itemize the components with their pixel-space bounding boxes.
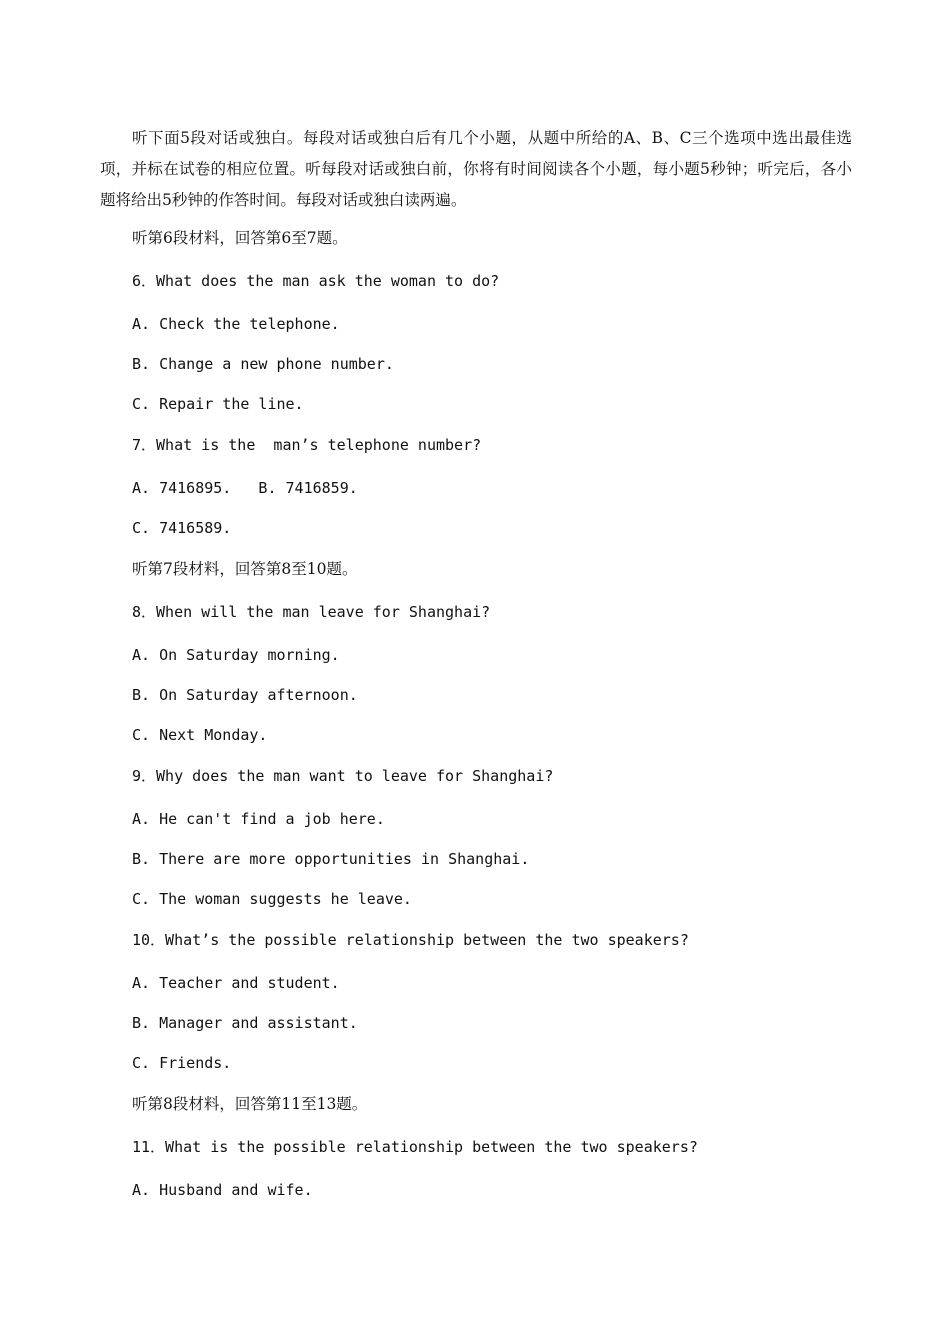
question-stem: 9．Why does the man want to leave for Shanghai? <box>132 767 554 785</box>
answer-option: C. Repair the line. <box>132 395 304 413</box>
answer-option: C. Friends. <box>132 1054 232 1072</box>
question-stem: 6．What does the man ask the woman to do? <box>132 272 500 290</box>
answer-option: C. Next Monday. <box>132 726 268 744</box>
answer-option: B. Change a new phone number. <box>132 355 394 373</box>
question-stem: 10．What’s the possible relationship between the two speakers? <box>132 931 689 949</box>
answer-option: B. There are more opportunities in Shanghai. <box>132 850 530 868</box>
answer-option: B. On Saturday afternoon. <box>132 686 358 704</box>
answer-option: C. 7416589. <box>132 519 232 537</box>
section-heading: 听第8段材料，回答第11至13题。 <box>132 1095 368 1113</box>
question-stem: 8．When will the man leave for Shanghai? <box>132 603 491 621</box>
answer-option: A. 7416895. B. 7416859. <box>132 479 358 497</box>
section-heading: 听第6段材料，回答第6至7题。 <box>132 229 348 247</box>
instructions-paragraph: 听下面5段对话或独白。每段对话或独白后有几个小题，从题中所给的A、B、C三个选项中选出最佳选项，并标在试卷的相应位置。听每段对话或独白前，你将有时间阅读各个小题，每小题5秒钟；听完后，各小题将给出5秒钟的作答时间。每段对话或独白读两遍。 <box>100 129 852 209</box>
question-stem: 11．What is the possible relationship between the two speakers? <box>132 1138 698 1156</box>
answer-option: B. Manager and assistant. <box>132 1014 358 1032</box>
answer-option: A. On Saturday morning. <box>132 646 340 664</box>
answer-option: A. He can't find a job here. <box>132 810 385 828</box>
section-heading: 听第7段材料，回答第8至10题。 <box>132 560 358 578</box>
answer-option: A. Teacher and student. <box>132 974 340 992</box>
answer-option: C. The woman suggests he leave. <box>132 890 412 908</box>
question-stem: 7．What is the man’s telephone number? <box>132 436 482 454</box>
answer-option: A. Check the telephone. <box>132 315 340 333</box>
answer-option: A. Husband and wife. <box>132 1181 313 1199</box>
